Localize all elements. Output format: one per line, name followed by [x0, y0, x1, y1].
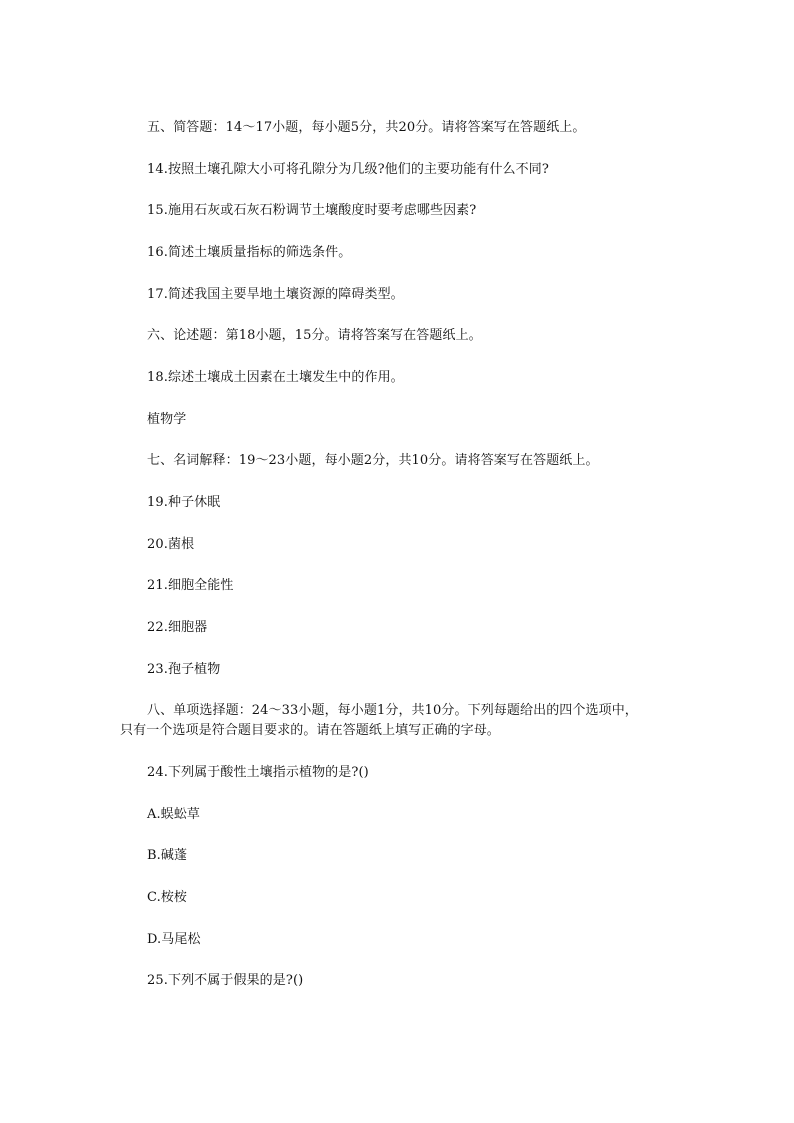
option-d: D.马尾松: [147, 932, 201, 947]
subject-heading-botany: 植物学: [147, 412, 187, 427]
question-24: 24.下列属于酸性土壤指示植物的是?(): [147, 765, 369, 780]
option-c: C.桉桉: [147, 890, 188, 905]
question-21: 21.细胞全能性: [147, 578, 234, 593]
option-b: B.碱蓬: [147, 848, 188, 863]
option-a: A.蜈蚣草: [147, 807, 201, 822]
question-14: 14.按照土壤孔隙大小可将孔隙分为几级?他们的主要功能有什么不同?: [147, 162, 549, 177]
section-eight-heading-line1: 八、单项选择题：24～33小题，每小题1分，共10分。下列每题给出的四个选项中，: [147, 703, 638, 718]
question-20: 20.菌根: [147, 537, 195, 552]
section-five-heading: 五、简答题：14～17小题，每小题5分，共20分。请将答案写在答题纸上。: [147, 120, 586, 135]
question-18: 18.综述土壤成土因素在土壤发生中的作用。: [147, 370, 404, 385]
section-six-heading: 六、论述题：第18小题，15分。请将答案写在答题纸上。: [147, 328, 482, 343]
question-23: 23.孢子植物: [147, 662, 221, 677]
question-17: 17.简述我国主要旱地土壤资源的障碍类型。: [147, 287, 404, 302]
section-seven-heading: 七、名词解释：19～23小题，每小题2分，共10分。请将答案写在答题纸上。: [147, 453, 599, 468]
section-eight-heading-line2: 只有一个选项是符合题目要求的。请在答题纸上填写正确的字母。: [120, 723, 500, 738]
question-25: 25.下列不属于假果的是?(): [147, 973, 304, 988]
question-22: 22.细胞器: [147, 620, 208, 635]
question-16: 16.简述土壤质量指标的筛选条件。: [147, 245, 352, 260]
question-19: 19.种子休眠: [147, 495, 221, 510]
question-15: 15.施用石灰或石灰石粉调节土壤酸度时要考虑哪些因素?: [147, 203, 477, 218]
